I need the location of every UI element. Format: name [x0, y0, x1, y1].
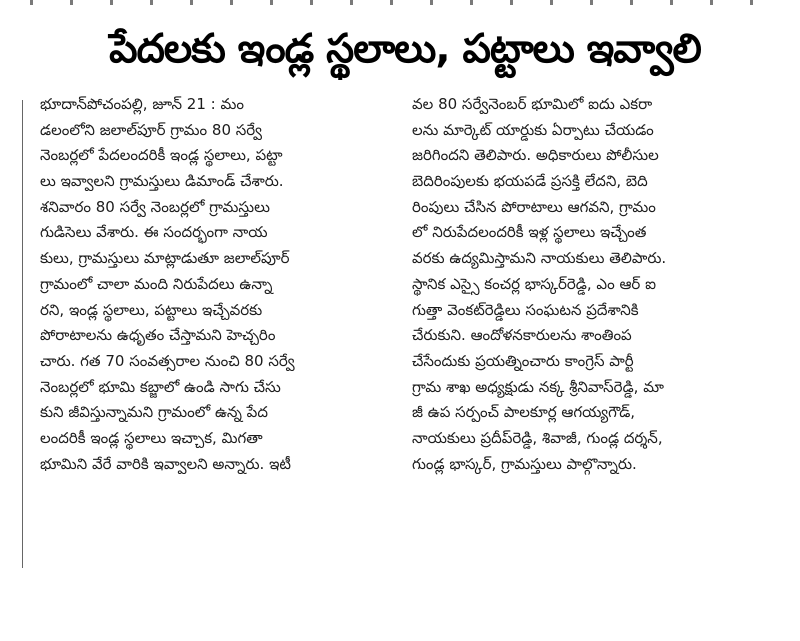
- text-line: భూదాన్‌పోచంపల్లి, జూన్ 21 : మం: [40, 95, 244, 113]
- text-line: లు ఇవ్వాలని గ్రామస్తులు డిమాండ్ చేశారు.: [40, 172, 284, 191]
- text-line: నాయకులు ప్రదీప్‌రెడ్డి, శివాజీ, గుండ్ల దర్శన్,: [412, 428, 663, 447]
- article-column-left: [40, 92, 390, 477]
- text-line: లో నిరుపేదలందరికీ ఇళ్ల స్థలాలు ఇచ్చేంత: [412, 223, 647, 242]
- text-line: వల 80 సర్వేనెంబర్ భూమిలో ఐదు ఎకరా: [412, 95, 653, 113]
- text-line: పోరాటాలను ఉధృతం చేస్తామని హెచ్చరిం: [40, 326, 276, 345]
- text-line: చేరుకుని. ఆందోళనకారులను శాంతింప: [412, 326, 632, 345]
- text-line: రింపులు చేసిన పోరాటాలు ఆగవని, గ్రామం: [412, 197, 656, 216]
- text-line: రని, ఇండ్ల స్థలాలు, పట్టాలు ఇచ్చేవరకు: [40, 300, 263, 319]
- text-line: గుండ్ల భాస్కర్, గ్రామస్తులు పాల్గొన్నారు.: [412, 454, 637, 473]
- text-line: చేసేందుకు ప్రయత్నించారు కాంగ్రెస్ పార్టీ: [412, 351, 634, 370]
- text-line: వరకు ఉద్యమిస్తామని నాయకులు తెలిపారు.: [412, 249, 667, 268]
- text-line: నెంబర్లలో భూమి కబ్జాలో ఉండి సాగు చేసు: [40, 377, 281, 396]
- text-line: గుత్తా వెంకట్‌రెడ్డిలు సంఘటన ప్రదేశానికి: [412, 300, 639, 319]
- article-column-right: [412, 92, 760, 477]
- clipped-previous-text-strip: [30, 0, 770, 5]
- text-line: భూమిని వేరే వారికి ఇవ్వాలని అన్నారు. ఇటీ: [40, 454, 291, 473]
- text-line: కులు, గ్రామస్తులు మాట్లాడుతూ జలాల్‌పూర్: [40, 249, 290, 268]
- article-headline: పేదలకు ఇండ్ల స్థలాలు, పట్టాలు ఇవ్వాలి: [109, 26, 701, 72]
- text-line: గ్రామ శాఖ అధ్యక్షుడు నక్క శ్రీనివాస్‌రెడ్డి, మా: [412, 377, 664, 396]
- text-line: గుడిసెలు వేశారు. ఈ సందర్భంగా నాయ: [40, 223, 268, 242]
- text-line: డలంలోని జలాల్‌పూర్ గ్రామం 80 సర్వే: [40, 120, 263, 139]
- text-line: శనివారం 80 సర్వే నెంబర్లలో గ్రామస్తులు: [40, 197, 270, 216]
- text-line: చారు. గత 70 సంవత్సరాల నుంచి 80 సర్వే: [40, 351, 295, 370]
- text-line: జీ ఉప సర్పంచ్ పాలకూర్ల ఆగయ్యగౌడ్,: [412, 403, 636, 422]
- column-rule: [22, 100, 23, 568]
- text-line: లందరికీ ఇండ్ల స్థలాలు ఇచ్చాక, మిగతా: [40, 428, 263, 447]
- text-line: స్థానిక ఎస్సై కంచర్ల భాస్కర్‌రెడ్డి, ఎం ఆర్ ఐ: [412, 274, 656, 293]
- text-line: లను మార్కెట్ యార్డుకు ఏర్పాటు చేయడం: [412, 120, 654, 139]
- text-line: గ్రామంలో చాలా మంది నిరుపేదలు ఉన్నా: [40, 274, 273, 293]
- text-line: బెదిరింపులకు భయపడే ప్రసక్తి లేదని, బెది: [412, 172, 648, 191]
- text-line: కుని జీవిస్తున్నామని గ్రామంలో ఉన్న పేద: [40, 403, 268, 422]
- text-line: నెంబర్లలో పేదలందరికీ ఇండ్ల స్థలాలు, పట్టా: [40, 146, 283, 165]
- text-line: జరిగిందని తెలిపారు. అధికారులు పోలీసుల: [412, 146, 659, 165]
